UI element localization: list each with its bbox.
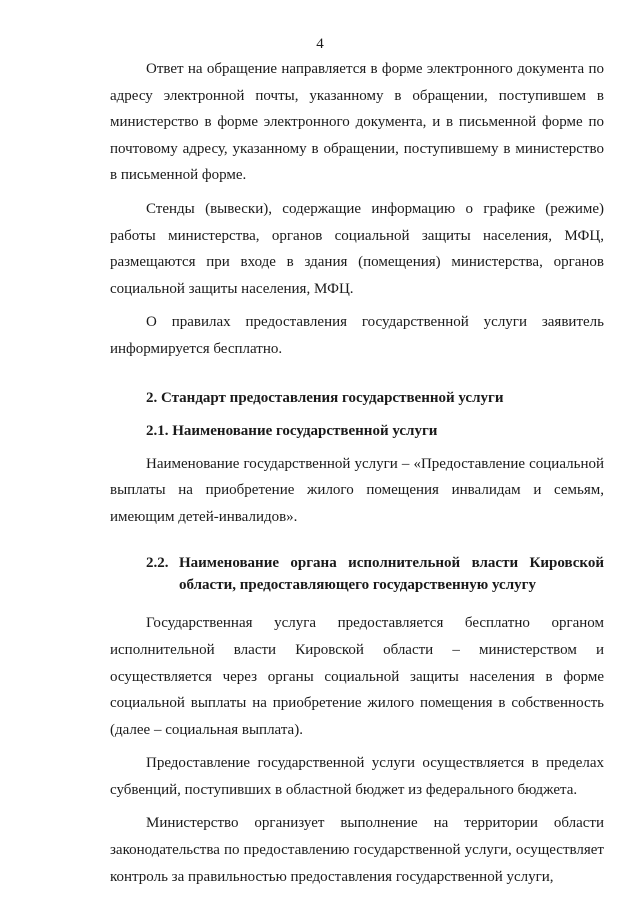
- section-2-2-heading: [110, 552, 604, 596]
- paragraph-free-info: О правилах предоставления государственной услуги заявитель информируется бесплатно.: [110, 314, 604, 357]
- paragraph-subventions: Предоставление государственной услуги осуществляется в пределах субвенций, поступивших в областной бюджет из федерального бюджета.: [110, 755, 604, 798]
- document-body: [110, 56, 604, 890]
- paragraph-response-form: Ответ на обращение направляется в форме электронного документа по адресу электронной почты, указанному в обращении, поступившем в министерство в форме электронного документа, и в письменной форме по почтовому адресу, указанному в обращении, поступившему в министерство в письменной форме.: [110, 61, 604, 184]
- paragraph-stands-info: Стенды (вывески), содержащие информацию о графике (режиме) работы министерства, органов социальной защиты населения, МФЦ, размещаются при входе в здания (помещения) министерства, органов социальной защиты населения, МФЦ.: [110, 200, 604, 297]
- paragraph-service-name: Наименование государственной услуги – «Предоставление социальной выплаты на приобретение жилого помещения инвалидам и семьям, имеющим детей-инвалидов».: [110, 455, 604, 525]
- paragraph-ministry-control: Министерство организует выполнение на территории области законодательства по предоставлению государственной услуги, осуществляет контроль за правильностью предоставления государственной услуги,: [110, 815, 604, 885]
- section-2-1-heading: 2.1. Наименование государственной услуги: [146, 422, 438, 439]
- page-number: 4: [316, 36, 324, 52]
- section-2-2-title: Наименование органа исполнительной власти Кировской области, предоставляющего государственную услугу: [179, 555, 604, 594]
- section-2-2-number: 2.2.: [146, 555, 169, 572]
- paragraph-service-provider: Государственная услуга предоставляется бесплатно органом исполнительной власти Кировской области – министерством и осуществляется через органы социальной защиты населения в форме социальной выплаты на приобретение жилого помещения в собственность (далее – социальная выплата).: [110, 615, 604, 738]
- section-2-heading: 2. Стандарт предоставления государственной услуги: [146, 389, 504, 406]
